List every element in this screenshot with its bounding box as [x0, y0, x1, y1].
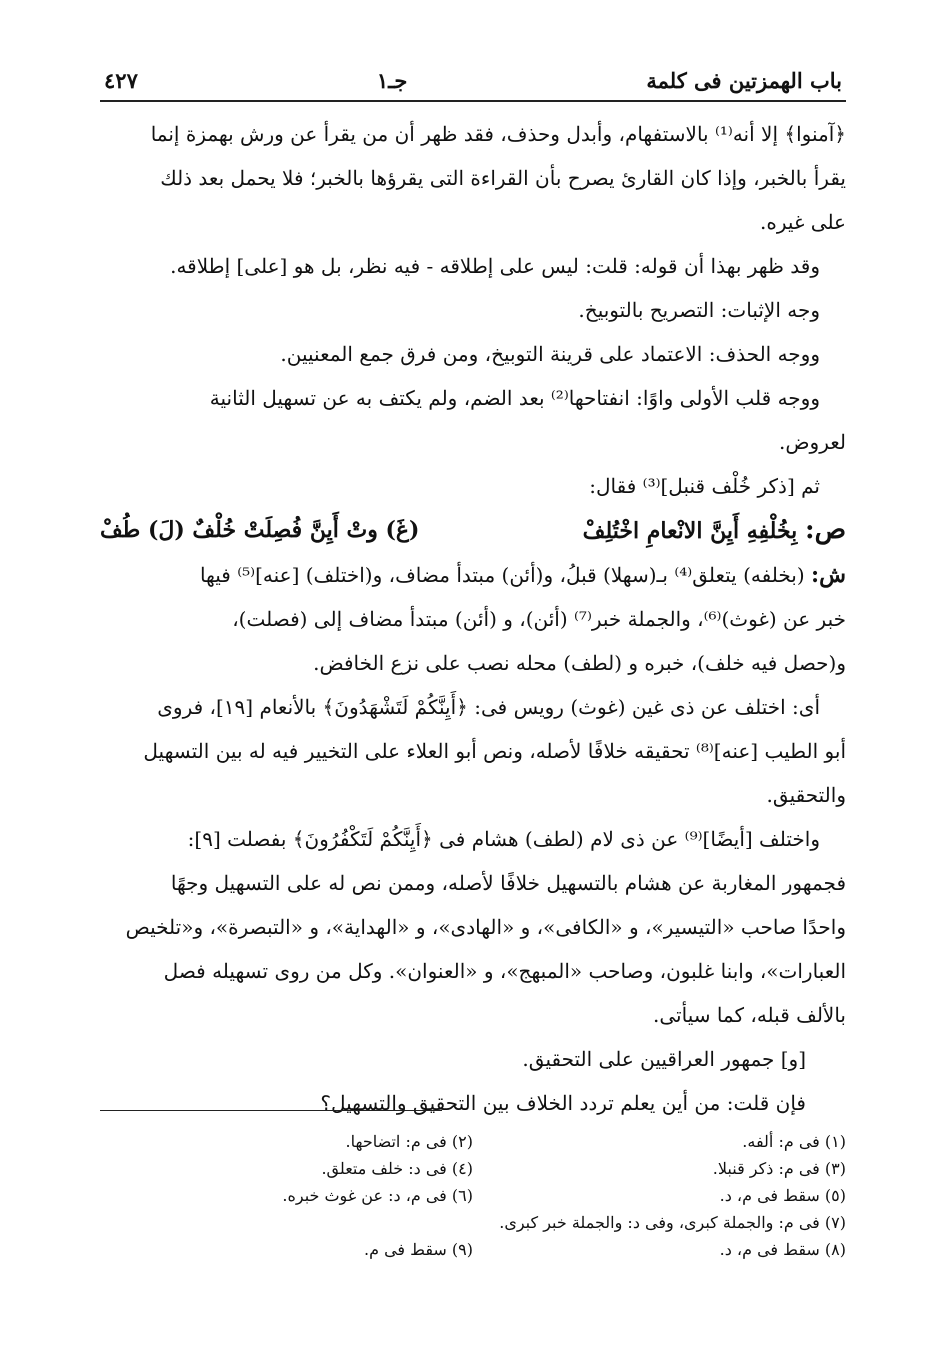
header-rule — [100, 100, 846, 102]
text-line: أى: اختلف عن ذى غين (غوث) رويس فى: ﴿أَيِنَّكُمْ لَتَشْهَدُونَ﴾ بالأنعام [١٩]، فروى — [157, 695, 820, 719]
text-line: ثم [ذكر خُلْف قنبل]⁽³⁾ فقال: — [589, 474, 820, 498]
text-line: يقرأ بالخبر، وإذا كان القارئ يصرح بأن القراءة التى يقرؤها بالخبر؛ فلا يحمل بعد ذلك — [160, 166, 846, 190]
footnote-row — [100, 1182, 846, 1209]
footnote-8: (٨) سقط فى م، د. — [719, 1240, 846, 1259]
text-line: وقد ظهر بهذا أن قوله: قلت: ليس على إطلاقه - فيه نظر، بل هو [على] إطلاقه. — [170, 254, 820, 278]
text-line: فإن قلت: من أين يعلم تردد الخلاف بين التحقيق والتسهيل؟ — [320, 1091, 806, 1115]
footnote-7: (٧) فى م: والجملة كبرى، وفى د: والجملة خبر كبرى. — [499, 1213, 846, 1232]
book-page — [100, 64, 846, 1324]
chapter-title: باب الهمزتين فى كلمة — [646, 68, 842, 93]
sharh-mark: ش: — [811, 562, 846, 588]
text-line: [و] جمهور العراقيين على التحقيق. — [522, 1047, 806, 1071]
text-line: أبو الطيب [عنه]⁽⁸⁾ تحقيقه خلافًا لأصله، ونص أبو العلاء على التخيير فيه له بين التسهيل — [143, 739, 846, 763]
main-text — [100, 112, 846, 1125]
footnote-3: (٣) فى م: ذكر قنبلا. — [712, 1159, 846, 1178]
footnote-2: (٢) فى م: اتضاحها. — [345, 1132, 473, 1151]
text-line: فجمهور المغاربة عن هشام بالتسهيل خلافًا لأصله، وممن نص له على التسهيل وجهًا — [170, 871, 846, 895]
page-number: ٤٢٧ — [104, 68, 138, 93]
footnote-row — [100, 1236, 846, 1263]
volume-label: جـ١ — [376, 68, 408, 93]
text-line — [100, 553, 846, 597]
footnote-1: (١) فى م: ألفه. — [742, 1132, 846, 1151]
text-line: خبر عن (غوث)⁽⁶⁾، والجملة خبر⁽⁷⁾ (أئن)، و (أئن) مبتدأ مضاف إلى (فصلت)، — [232, 607, 846, 631]
footnote-row — [100, 1155, 846, 1182]
text-line: وجه الإثبات: التصريح بالتوبيخ. — [578, 298, 820, 322]
verse-hemistich-second: (غَ) وتْ أَيِنَّ فُصِلَتْ خُلْفٌ (لَ) طُفْ — [100, 517, 420, 543]
footnotes — [100, 1128, 846, 1263]
footnote-5: (٥) سقط فى م، د. — [719, 1186, 846, 1205]
text-line: على غيره. — [760, 210, 846, 234]
verse-line — [100, 508, 846, 553]
text-line: واختلف [أيضًا]⁽⁹⁾ عن ذى لام (لطف) هشام فى ﴿أَيِنَّكُمْ لَتَكْفُرُونَ﴾ بفصلت [٩]: — [187, 827, 820, 851]
running-head — [100, 64, 846, 98]
text-line: لعروض. — [779, 430, 846, 454]
text-line: ﴿آمنوا﴾ إلا أنه⁽¹⁾ بالاستفهام، وأبدل وحذف، فقد ظهر أن من يقرأ عن ورش بهمزة إنما — [150, 122, 846, 146]
text-line: العبارات»، وابنا غلبون، وصاحب «المبهج»، و «العنوان». وكل من روى تسهيله فصل — [163, 959, 846, 983]
verse-mark: ص: — [804, 515, 846, 545]
footnote-9: (٩) سقط فى م. — [363, 1240, 473, 1259]
footnote-rule — [100, 1110, 442, 1111]
text-line: والتحقيق. — [766, 783, 846, 807]
footnote-row — [100, 1128, 846, 1155]
text-line: ووجه قلب الأولى واوًا: انفتاحها⁽²⁾ بعد الضم، ولم يكتف به عن تسهيل الثانية — [209, 386, 820, 410]
sharh-text: (بخلفه) يتعلق⁽⁴⁾ بـ(سهلا) قبلُ، و(أئن) مبتدأ مضاف، و(اختلف) [عنه]⁽⁵⁾ فيها — [199, 563, 805, 587]
verse-hemistich-first: بِخُلْفِهِ أَيِنَّ الانْعامِ اخْتُلِفْ — [582, 518, 798, 544]
text-line: بالألف قبله، كما سيأتى. — [653, 1003, 846, 1027]
text-line: واحدًا صاحب «التيسير»، و «الكافى»، و «الهادى»، و «الهداية»، و «التبصرة»، و«تلخيص — [125, 915, 846, 939]
footnote-row — [100, 1209, 846, 1236]
text-line: ووجه الحذف: الاعتماد على قرينة التوبيخ، ومن فرق جمع المعنيين. — [280, 342, 820, 366]
footnote-6: (٦) فى م، د: عن غوث خبره. — [282, 1186, 473, 1205]
footnote-4: (٤) فى د: خلف متعلق. — [321, 1159, 473, 1178]
text-line: و(حصل فيه خلف)، خبره و (لطف) محله نصب على نزع الخافض. — [313, 651, 846, 675]
